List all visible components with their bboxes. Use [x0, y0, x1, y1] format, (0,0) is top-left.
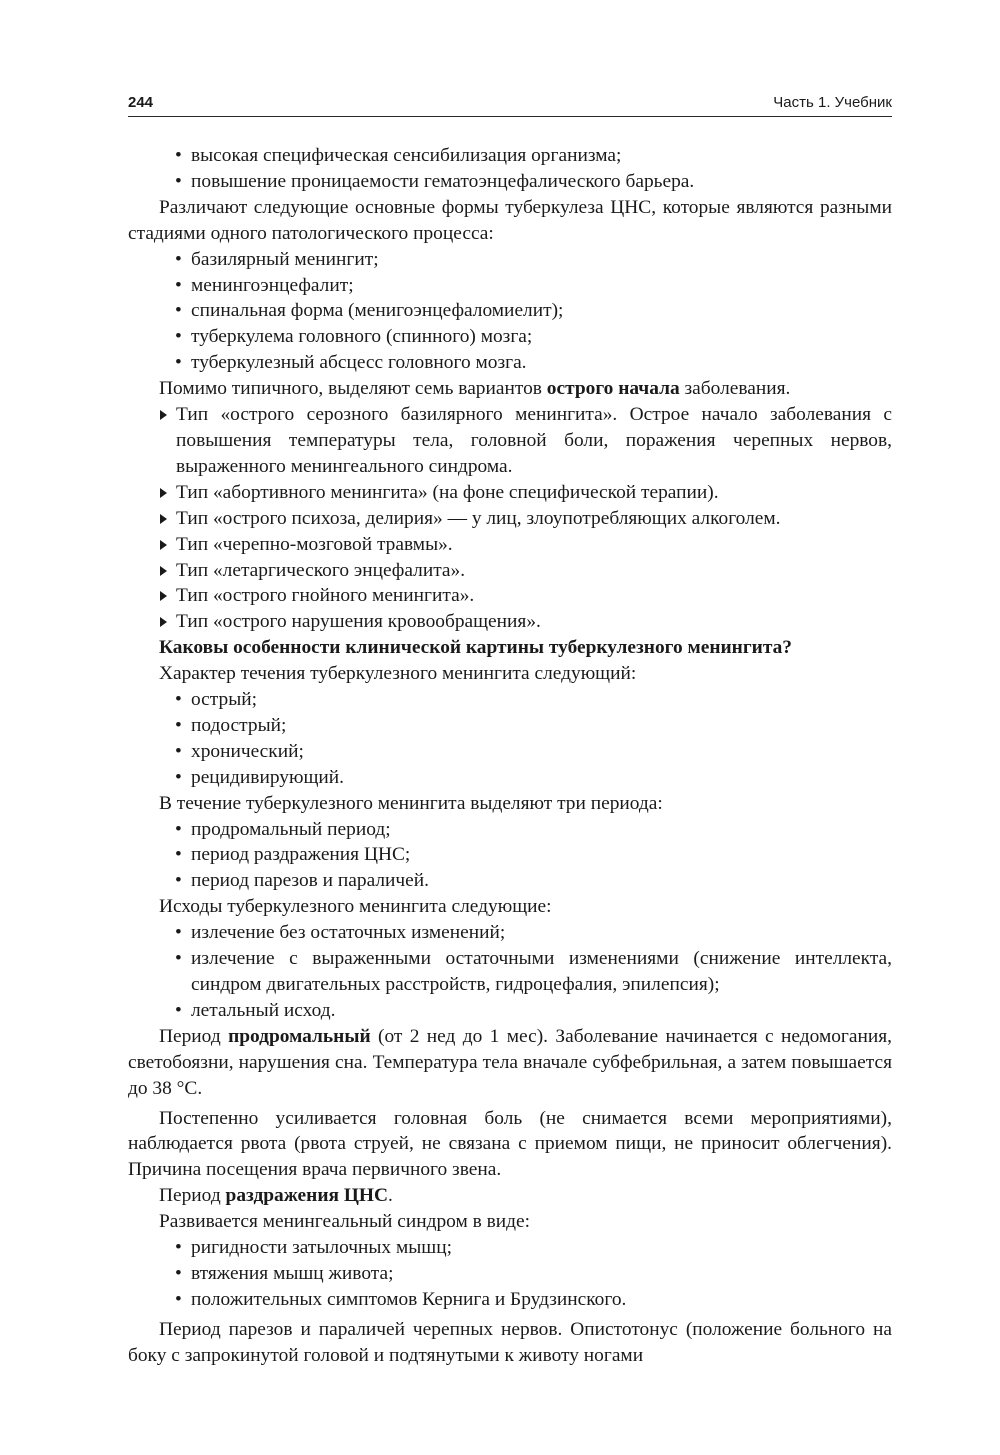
list-item: • туберкулема головного (спинного) мозга; — [128, 324, 892, 350]
list-item: • втяжения мышц живота; — [128, 1261, 892, 1287]
list-item: • острый; — [128, 687, 892, 713]
triangle-list — [128, 402, 892, 635]
list-item: • летальный исход. — [128, 998, 892, 1024]
list-item: • излечение без остаточных изменений; — [128, 920, 892, 946]
list-item: Тип «острого психоза, делирия» — у лиц, злоупотребляющих алкоголем. — [128, 506, 892, 532]
list-item: • подострый; — [128, 713, 892, 739]
list-item: • ригидности затылочных мышц; — [128, 1235, 892, 1261]
text-run: (от 2 нед до 1 мес). Заболевание начинается с недомогания, светобоязни, нарушения сна. Температура тела вначале субфебрильная, а затем повышается до 38 °С. — [128, 1025, 892, 1099]
section-question: Каковы особенности клинической картины туберкулезного менингита? — [159, 637, 792, 659]
bullet-list — [128, 687, 892, 791]
list-item: • продромальный период; — [128, 817, 892, 843]
list-item: Тип «острого нарушения кровообращения». — [128, 609, 892, 635]
paragraph: Различают следующие основные формы туберкулеза ЦНС, которые являются разными стадиями одного патологического процесса: — [128, 196, 892, 244]
list-item: Тип «черепно-мозговой травмы». — [128, 532, 892, 558]
bold-term: продромальный — [228, 1025, 371, 1047]
list-item: • спинальная форма (менигоэнцефаломиелит); — [128, 298, 892, 324]
text-run: заболевания. — [679, 378, 791, 400]
list-item: • менингоэнцефалит; — [128, 273, 892, 299]
list-item: • хронический; — [128, 739, 892, 765]
paragraph: Период парезов и параличей черепных нервов. Опистотонус (положение больного на боку с запрокинутой головой и подтянутыми к животу ногами — [128, 1318, 892, 1366]
bullet-list — [128, 143, 892, 195]
list-item: • высокая специфическая сенсибилизация организма; — [128, 143, 892, 169]
paragraph: Развивается менингеальный синдром в виде: — [159, 1211, 531, 1233]
text-run: . — [388, 1185, 393, 1207]
page-number: 244 — [128, 94, 154, 111]
paragraph — [128, 376, 892, 402]
text-run: Период — [159, 1185, 226, 1207]
paragraph: Характер течения туберкулезного менингита следующий: — [159, 663, 637, 685]
paragraph: Исходы туберкулезного менингита следующие: — [159, 896, 552, 918]
bullet-list — [128, 920, 892, 1024]
list-item: Тип «летаргического энцефалита». — [128, 558, 892, 584]
paragraph: В течение туберкулезного менингита выделяют три периода: — [159, 792, 663, 814]
text-run: Период — [159, 1025, 229, 1047]
list-item: • туберкулезный абсцесс головного мозга. — [128, 350, 892, 376]
list-item: Тип «острого гнойного менингита». — [128, 583, 892, 609]
paragraph — [128, 1024, 892, 1102]
list-item: Тип «острого серозного базилярного менингита». Острое начало заболевания с повышения температуры тела, головной боли, поражения черепных нервов, выраженного менингеального синдрома. — [128, 402, 892, 480]
list-item: • период парезов и параличей. — [128, 868, 892, 894]
list-item: • излечение с выраженными остаточными изменениями (снижение интеллекта, синдром двигательных расстройств, гидроцефалия, эпилепсия); — [128, 946, 892, 998]
paragraph: Постепенно усиливается головная боль (не снимается всеми мероприятиями), наблюдается рвота (рвота струей, не связана с приемом пищи, не приносит облегчения). Причина посещения врача первичного звена. — [128, 1107, 892, 1181]
text-run: Помимо типичного, выделяют семь вариантов — [159, 378, 547, 400]
running-header — [128, 92, 892, 117]
list-item: • рецидивирующий. — [128, 765, 892, 791]
bullet-list — [128, 247, 892, 377]
running-title: Часть 1. Учебник — [773, 94, 892, 111]
list-item: • базилярный менингит; — [128, 247, 892, 273]
bullet-list — [128, 817, 892, 895]
paragraph — [128, 1183, 892, 1209]
bold-term: раздражения ЦНС — [225, 1185, 389, 1207]
list-item: Тип «абортивного менингита» (на фоне специфической терапии). — [128, 480, 892, 506]
bullet-list — [128, 1235, 892, 1313]
page-body — [128, 143, 892, 1369]
list-item: • повышение проницаемости гематоэнцефалического барьера. — [128, 169, 892, 195]
list-item: • положительных симптомов Кернига и Брудзинского. — [128, 1287, 892, 1313]
list-item: • период раздражения ЦНС; — [128, 842, 892, 868]
bold-term: острого начала — [546, 378, 680, 400]
